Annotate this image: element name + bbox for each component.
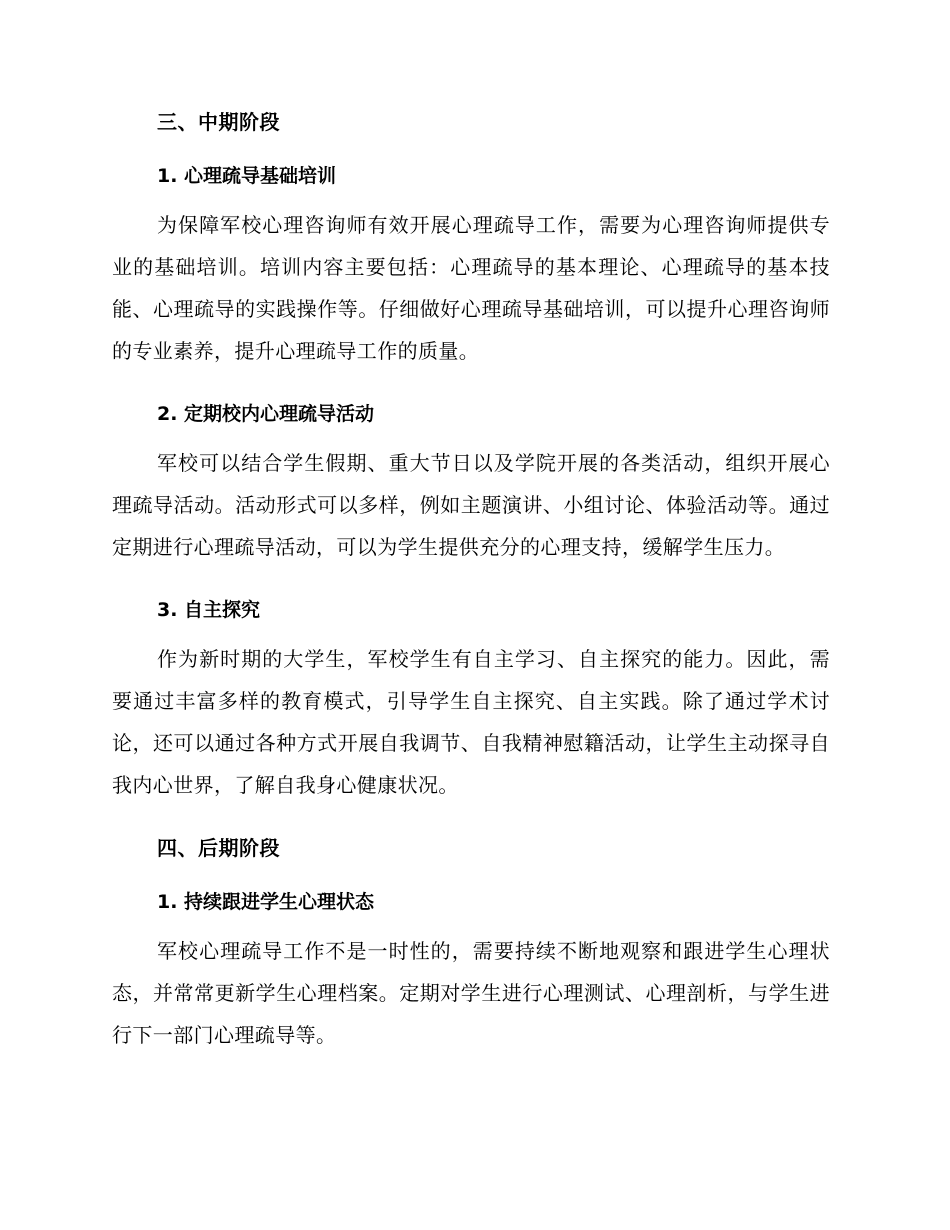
document-body (112, 108, 830, 1056)
subsection-title: 3. 自主探究 (157, 599, 261, 621)
subsection-title: 1. 心理疏导基础培训 (157, 165, 337, 187)
section-heading-midterm: 三、中期阶段 (157, 110, 280, 134)
subsection-title: 2. 定期校内心理疏导活动 (157, 403, 375, 425)
section-heading-late: 四、后期阶段 (157, 836, 280, 860)
paragraph: 为保障军校心理咨询师有效开展心理疏导工作，需要为心理咨询师提供专业的基础培训。培训内容主要包括：心理疏导的基本理论、心理疏导的基本技能、心理疏导的实践操作等。仔细做好心理疏导基础培训，可以提升心理咨询师的专业素养，提升心理疏导工作的质量。 (112, 213, 830, 363)
paragraph: 作为新时期的大学生，军校学生有自主学习、自主探究的能力。因此，需要通过丰富多样的教育模式，引导学生自主探究、自主实践。除了通过学术讨论，还可以通过各种方式开展自我调节、自我精神慰籍活动，让学生主动探寻自我内心世界，了解自我身心健康状况。 (112, 647, 830, 797)
paragraph: 军校心理疏导工作不是一时性的，需要持续不断地观察和跟进学生心理状态，并常常更新学生心理档案。定期对学生进行心理测试、心理剖析，与学生进行下一部门心理疏导等。 (112, 939, 830, 1047)
paragraph: 军校可以结合学生假期、重大节日以及学院开展的各类活动，组织开展心理疏导活动。活动形式可以多样，例如主题演讲、小组讨论、体验活动等。通过定期进行心理疏导活动，可以为学生提供充分的心理支持，缓解学生压力。 (112, 451, 830, 559)
subsection-title: 1. 持续跟进学生心理状态 (157, 891, 375, 913)
